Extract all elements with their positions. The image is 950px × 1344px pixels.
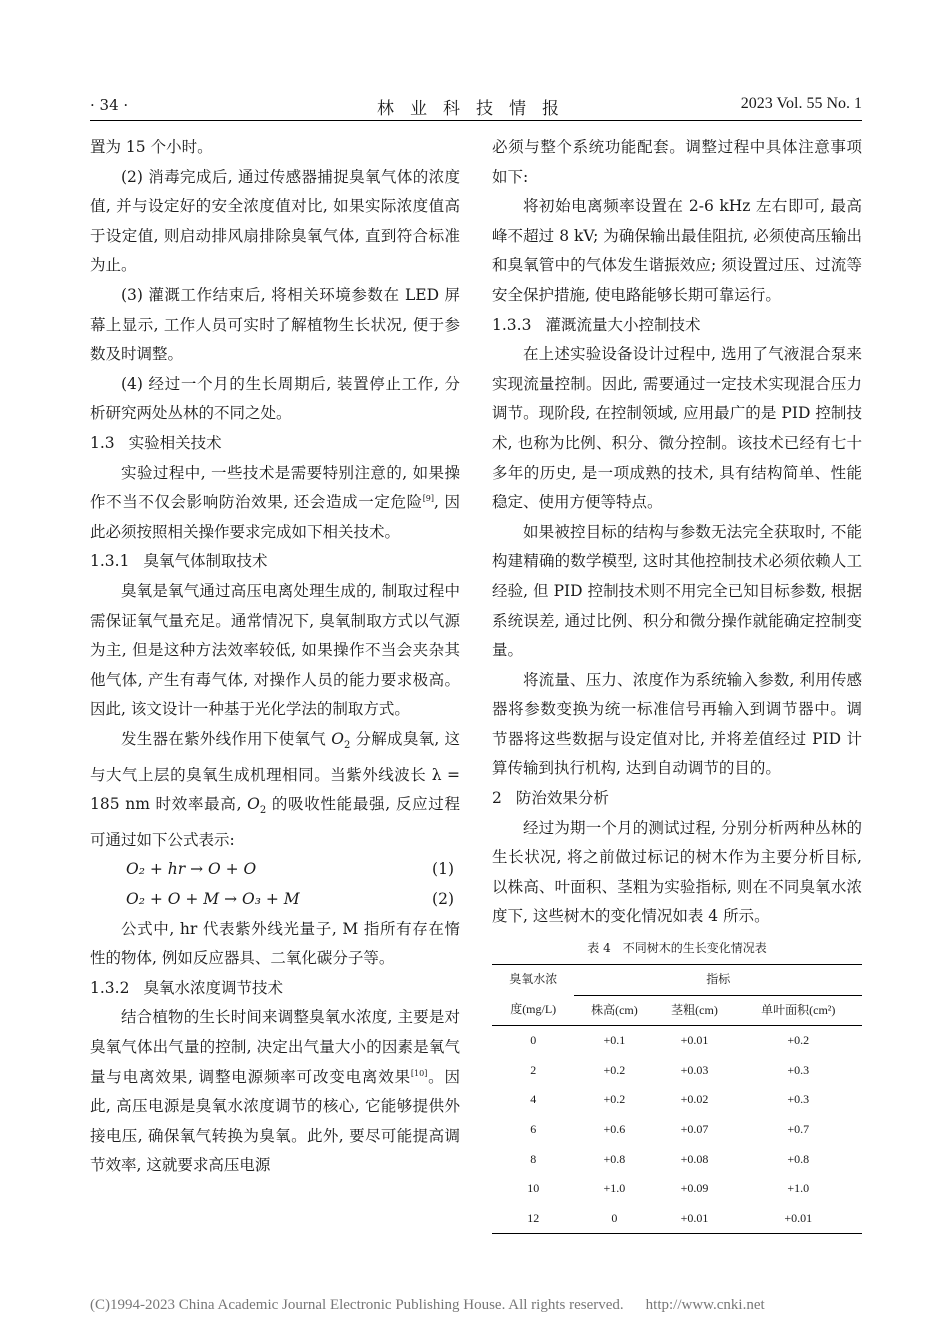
paragraph (90, 1003, 460, 1181)
table-row (492, 1056, 862, 1086)
running-header (90, 94, 862, 121)
paragraph: 将流量、压力、浓度作为系统输入参数, 利用传感器将参数变换为统一标准信号再输入到调节器中。调节器将这些数据与设定值对比, 并将差值经过 PID 计算传输到执行机构, 达到自动调节的目的。 (492, 670, 862, 778)
text-run: 分解成臭氧, 这与大气上层的臭氧生成机理相同。当紫外线波长 λ = 185 nm 时效率最高, (90, 729, 460, 814)
cell: 0 (530, 1033, 537, 1048)
paragraph (90, 459, 460, 548)
section-number: 2 (492, 789, 502, 808)
cell: +0.3 (787, 1092, 810, 1107)
table-caption: 表 4 不同树木的生长变化情况表 (587, 941, 767, 956)
volume-info: 2023 Vol. 55 No. 1 (740, 95, 862, 112)
table-row (492, 1204, 862, 1234)
equation-2 (90, 885, 460, 915)
cell: +0.2 (787, 1033, 810, 1048)
section-heading-1-3-1 (90, 547, 460, 577)
text-run: 发生器在紫外线作用下使氧气 (121, 729, 332, 748)
cell: 8 (530, 1151, 537, 1166)
cell: +0.8 (603, 1151, 626, 1166)
text-run: 。因此, 高压电源是臭氧水浓度调节的核心, 它能够提供外接电压, 确保氧气转换为臭氧。此外, 要尽可能提高调节效率, 这就要求高压电源 (90, 1067, 460, 1175)
left-column (90, 133, 460, 1181)
section-number: 1.3.1 (90, 552, 130, 571)
col-header-concentration: 臭氧水浓 (492, 965, 574, 996)
paragraph: 公式中, hr 代表紫外线光量子, M 指所有存在惰性的物体, 例如反应器具、二氧化碳分子等。 (90, 919, 460, 968)
copyright-text: (C)1994-2023 China Academic Journal Electronic Publishing House. All rights reserved. (90, 1297, 624, 1313)
text-run: 结合植物的生长时间来调整臭氧水浓度, 主要是对臭氧气体出气量的控制, 决定出气量大小的因素是氧气量与电离效果, 调整电源频率可改变电离效果 (90, 1008, 460, 1086)
oxygen-symbol: O (247, 795, 260, 814)
section-number: 1.3.3 (492, 315, 532, 334)
text-run: 的吸收性能最强, 反应过程可通过如下公式表示: (90, 795, 460, 849)
table-row (492, 1174, 862, 1204)
cell: +0.2 (603, 1062, 626, 1077)
paragraph: 在上述实验设备设计过程中, 选用了气液混合泵来实现流量控制。因此, 需要通过一定技术实现混合压力调节。现阶段, 在控制领域, 应用最广的是 PID 控制技术, 也称为比例、积分、微分控制。该技术已经有七十多年的历史, 是一项成熟的技术, 具有结构简单、性能稳定、使用方便等特点。 (492, 345, 862, 512)
equation-body: O₂ + hr → O + O (126, 860, 257, 879)
cell: +0.02 (680, 1092, 709, 1107)
text-run: , 因此必须按照相关操作要求完成如下相关技术。 (90, 493, 460, 541)
col-group-indicator: 指标 (574, 965, 862, 996)
cell: +0.09 (680, 1181, 709, 1196)
cell: +0.1 (603, 1033, 626, 1048)
oxygen-symbol: O (331, 729, 344, 748)
section-title: 臭氧气体制取技术 (143, 552, 268, 571)
subscript: 2 (259, 805, 267, 817)
paragraph: 经过为期一个月的测试过程, 分别分析两种丛林的生长状况, 将之前做过标记的树木作为主要分析目标, 以株高、叶面积、茎粗为实验指标, 则在不同臭氧水浓度下, 这些树木的变化情况如表 4 所示。 (492, 818, 862, 926)
equation-number: (2) (432, 890, 454, 909)
table-row (492, 1026, 862, 1056)
paragraph: (4) 经过一个月的生长周期后, 装置停止工作, 分析研究两处丛林的不同之处。 (90, 374, 460, 423)
col-header-leaf-area: 单叶面积(cm²) (735, 995, 862, 1026)
cell: +1.0 (787, 1181, 810, 1196)
table-row (492, 1115, 862, 1145)
cell: 6 (530, 1122, 537, 1136)
cell: 0 (574, 1204, 654, 1234)
equation-number: (1) (432, 860, 454, 879)
cell: +0.8 (787, 1151, 810, 1166)
cell: 10 (527, 1181, 540, 1196)
subscript: 2 (343, 739, 351, 751)
cell: +0.01 (680, 1033, 709, 1048)
section-heading-1-3-3 (492, 311, 862, 341)
paragraph: 如果被控目标的结构与参数无法完全获取时, 不能构建精确的数学模型, 这时其他控制技术必须依赖人工经验, 但 PID 控制技术则不用完全已知目标参数, 根据系统误差, 通过比例、积分和微分操作就能确定控制变量。 (492, 522, 862, 660)
copyright-footer (90, 1297, 765, 1314)
citation-ref[interactable]: [9] (422, 493, 435, 503)
citation-ref[interactable]: [10] (410, 1068, 428, 1078)
cell: 2 (530, 1062, 537, 1077)
col-header-height: 株高(cm) (574, 995, 654, 1026)
section-heading-2 (492, 784, 862, 814)
right-column (492, 133, 862, 1234)
cnki-link[interactable]: http://www.cnki.net (645, 1297, 765, 1313)
section-heading-1-3 (90, 429, 460, 459)
journal-title: 林业科技情报 (377, 99, 575, 119)
paragraph: 将初始电离频率设置在 2-6 kHz 左右即可, 最高峰不超过 8 kV; 为确保输出最佳阻抗, 必须使高压输出和臭氧管中的气体发生谐振效应; 须设置过压、过流等安全保护措施, 使电路能够长期可靠运行。 (492, 197, 862, 304)
section-title: 实验相关技术 (128, 433, 222, 452)
section-title: 防治效果分析 (515, 789, 609, 808)
section-heading-1-3-2 (90, 974, 460, 1004)
cell: +0.01 (654, 1204, 734, 1234)
table-row (492, 1085, 862, 1115)
paragraph: 置为 15 个小时。 (90, 138, 213, 156)
equation-body: O₂ + O + M → O₃ + M (126, 890, 300, 909)
text-run: 实验过程中, 一些技术是需要特别注意的, 如果操作不当不仅会影响防治效果, 还会造成一定危险 (90, 463, 460, 512)
paragraph: (3) 灌溉工作结束后, 将相关环境参数在 LED 屏幕上显示, 工作人员可实时了解植物生长状况, 便于参数及时调整。 (90, 285, 460, 364)
cell: +0.2 (603, 1092, 626, 1107)
cell: +0.08 (680, 1151, 709, 1166)
table-row (492, 1145, 862, 1175)
paragraph: 臭氧是氧气通过高压电离处理生成的, 制取过程中需保证氧气量充足。通常情况下, 臭氧制取方式以气源为主, 但是这种方法效率较低, 如果操作不当会夹杂其他气体, 产生有毒气体, 对操作人员的能力要求极高。因此, 该文设计一种基于光化学法的制取方式。 (90, 581, 460, 719)
cell: +0.6 (603, 1122, 626, 1136)
section-title: 灌溉流量大小控制技术 (545, 315, 701, 334)
equation-1 (90, 855, 460, 885)
section-number: 1.3 (90, 433, 115, 452)
cell: +0.07 (680, 1122, 709, 1136)
cell: +0.01 (735, 1204, 862, 1234)
cell: +1.0 (603, 1181, 626, 1196)
paragraph: 必须与整个系统功能配套。调整过程中具体注意事项如下: (492, 138, 862, 186)
cell: +0.3 (787, 1062, 810, 1077)
section-title: 臭氧水浓度调节技术 (143, 978, 283, 997)
cell: 4 (530, 1092, 537, 1107)
section-number: 1.3.2 (90, 978, 130, 997)
col-header-stem: 茎粗(cm) (654, 995, 734, 1026)
paragraph (90, 725, 460, 856)
cell: +0.7 (787, 1122, 810, 1136)
cell: +0.03 (680, 1062, 709, 1077)
col-header-concentration-unit: 度(mg/L) (492, 995, 574, 1026)
page-number: · 34 · (90, 96, 129, 114)
paragraph: (2) 消毒完成后, 通过传感器捕捉臭氧气体的浓度值, 并与设定好的安全浓度值对比, 如果实际浓度值高于设定值, 则启动排风扇排除臭氧气体, 直到符合标准为止。 (90, 167, 460, 275)
cell: 12 (492, 1204, 574, 1234)
growth-table (492, 964, 862, 1234)
